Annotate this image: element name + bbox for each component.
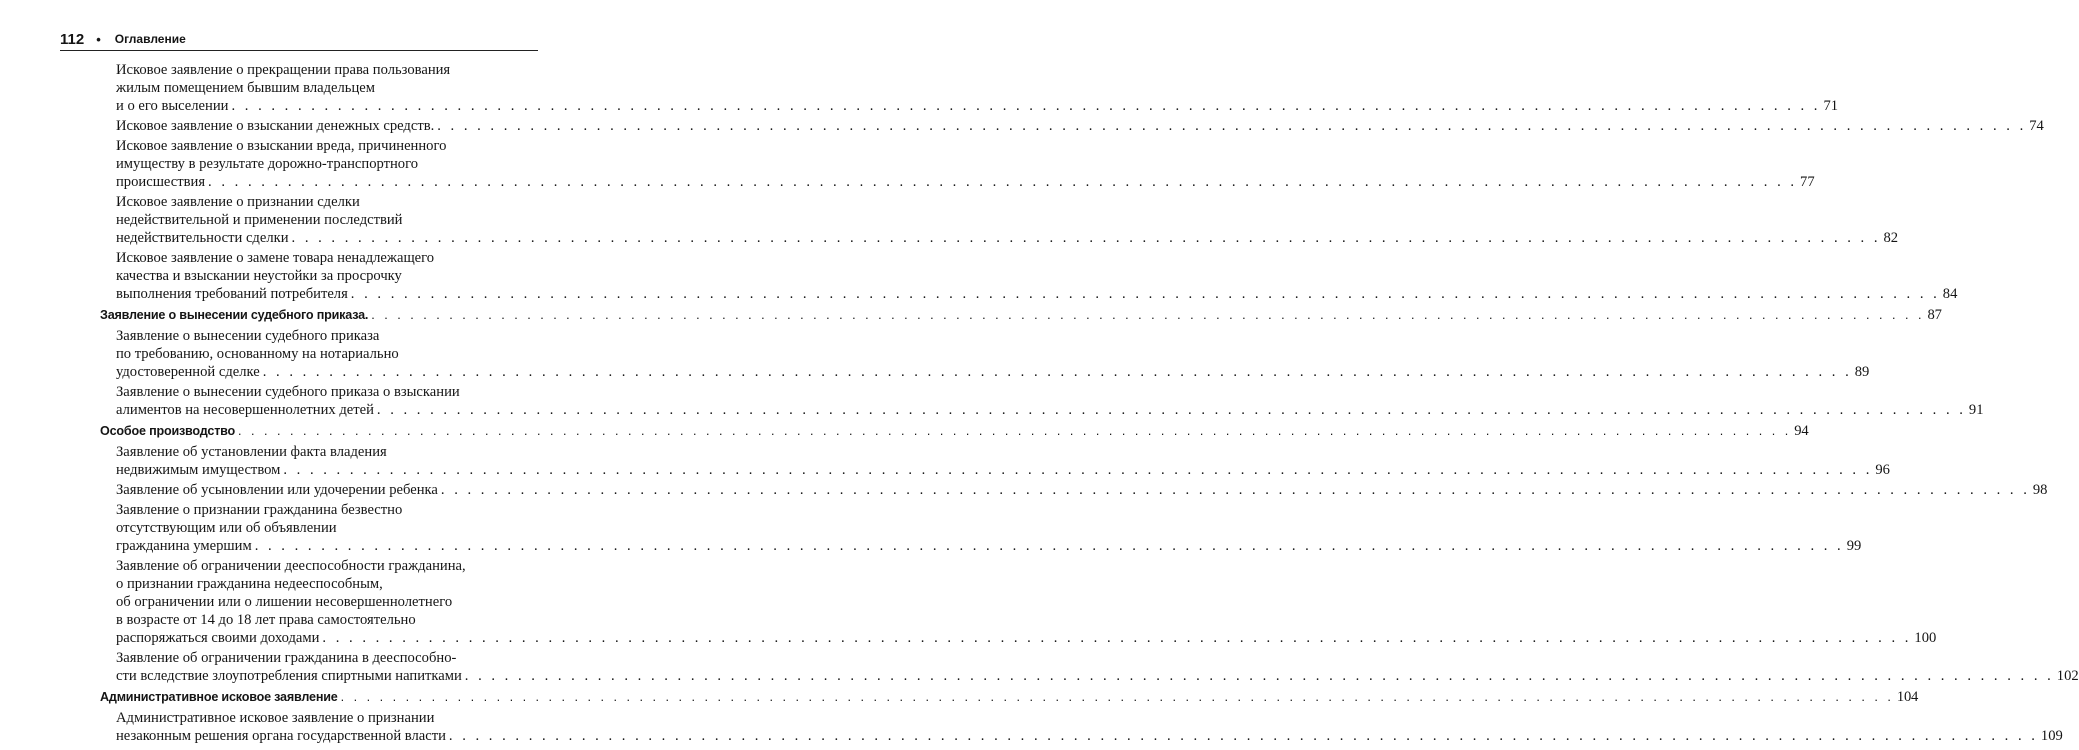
dot-leader: . . . . . . . . . . . . . . . . . . . . . . . . . . . . . . . . . . . . . . . . . . . . . . . . . . . . . . . . . . . . . . . . . . . . . . . . . . . . . . . . . . . . . . . . . . . . . . . . . . . . . . . . . . . . . . . . . . . . . . . . bbox=[254, 538, 1844, 554]
toc-page-number: 104 bbox=[1896, 689, 1919, 705]
toc-entry-line: Исковое заявление о замене товара ненадлежащего bbox=[116, 250, 435, 266]
toc-entry-line: Исковое заявление о взыскании вреда, причиненного bbox=[116, 138, 447, 154]
dot-leader: . . . . . . . . . . . . . . . . . . . . . . . . . . . . . . . . . . . . . . . . . . . . . . . . . . . . . . . . . . . . . . . . . . . . . . . . . . . . . . . . . . . . . . . . . . . . . . . . . . . . . . . . . . . . . . . . . . . . . . . . bbox=[464, 668, 2054, 684]
toc-entry-line: сти вследствие злоупотребления спиртными напитками bbox=[116, 668, 462, 684]
toc-page-number: 77 bbox=[1800, 174, 1815, 190]
toc-page-number: 74 bbox=[2029, 118, 2044, 134]
toc-entry-line: Заявление об установлении факта владения bbox=[116, 444, 387, 460]
dot-leader: . . . . . . . . . . . . . . . . . . . . . . . . . . . . . . . . . . . . . . . . . . . . . . . . . . . . . . . . . . . . . . . . . . . . . . . . . . . . . . . . . . . . . . . . . . . . . . . . . . . . . . . . . . . . . . . . . . . . . . . . bbox=[340, 690, 1894, 704]
toc-section[interactable] bbox=[100, 687, 1919, 707]
dot-leader: . . . . . . . . . . . . . . . . . . . . . . . . . . . . . . . . . . . . . . . . . . . . . . . . . . . . . . . . . . . . . . . . . . . . . . . . . . . . . . . . . . . . . . . . . . . . . . . . . . . . . . . . . . . . . . . . . . . . . . . . bbox=[322, 630, 1912, 646]
toc-entry[interactable] bbox=[116, 443, 1890, 479]
toc-entry-line: недвижимым имуществом bbox=[116, 462, 281, 478]
toc-entry-line: и о его выселении bbox=[116, 98, 229, 114]
toc-entry[interactable] bbox=[116, 61, 1839, 115]
toc-entry-line: распоряжаться своими доходами bbox=[116, 630, 320, 646]
toc-entry-last-line bbox=[116, 117, 2044, 135]
toc-entry-last-line bbox=[116, 285, 1958, 303]
toc-entry[interactable] bbox=[116, 193, 1899, 247]
toc-page-number: 98 bbox=[2032, 482, 2048, 498]
toc-entry-line: Заявление о вынесении судебного приказа bbox=[116, 328, 380, 344]
toc-entry-last-line bbox=[100, 306, 1942, 324]
toc-entry-line: недействительности сделки bbox=[116, 230, 289, 246]
toc-page-number: 91 bbox=[1968, 402, 1984, 418]
header-bullet: • bbox=[96, 31, 101, 47]
dot-leader: . . . . . . . . . . . . . . . . . . . . . . . . . . . . . . . . . . . . . . . . . . . . . . . . . . . . . . . . . . . . . . . . . . . . . . . . . . . . . . . . . . . . . . . . . . . . . . . . . . . . . . . . . . . . . . . . . . . . . . . . bbox=[291, 230, 1881, 246]
toc-page-number: 109 bbox=[2040, 728, 2063, 744]
toc-entry-last-line bbox=[116, 727, 2063, 745]
toc-entry-last-line bbox=[116, 363, 1870, 381]
toc-page-number: 102 bbox=[2056, 668, 2079, 684]
dot-leader: . . . . . . . . . . . . . . . . . . . . . . . . . . . . . . . . . . . . . . . . . . . . . . . . . . . . . . . . . . . . . . . . . . . . . . . . . . . . . . . . . . . . . . . . . . . . . . . . . . . . . . . . . . . . . . . . . . . . . . . . bbox=[437, 118, 2027, 134]
toc-entry[interactable] bbox=[116, 137, 1815, 191]
toc-entry-line: Заявление о вынесении судебного приказа. bbox=[100, 308, 369, 322]
toc-entry-last-line bbox=[116, 97, 1839, 115]
dot-leader: . . . . . . . . . . . . . . . . . . . . . . . . . . . . . . . . . . . . . . . . . . . . . . . . . . . . . . . . . . . . . . . . . . . . . . . . . . . . . . . . . . . . . . . . . . . . . . . . . . . . . . . . . . . . . . . . . . . . . . . . bbox=[283, 462, 1873, 478]
toc-page-number: 82 bbox=[1883, 230, 1899, 246]
toc-page-number: 87 bbox=[1927, 307, 1942, 323]
toc-entry-line: Административное исковое заявление bbox=[100, 690, 338, 704]
toc-page-number: 71 bbox=[1823, 98, 1839, 114]
toc-entry-last-line bbox=[116, 173, 1815, 191]
toc-entry-line: недействительной и применении последствий bbox=[116, 212, 403, 228]
table-of-contents bbox=[100, 61, 2079, 747]
toc-entry-last-line bbox=[100, 422, 1809, 440]
dot-leader: . . . . . . . . . . . . . . . . . . . . . . . . . . . . . . . . . . . . . . . . . . . . . . . . . . . . . . . . . . . . . . . . . . . . . . . . . . . . . . . . . . . . . . . . . . . . . . . . . . . . . . . . . . . . . . . . . . . . . . . . bbox=[262, 364, 1852, 380]
toc-entry-line: Исковое заявление о прекращении права пользования bbox=[116, 62, 451, 78]
toc-entry-last-line bbox=[116, 481, 2048, 499]
dot-leader: . . . . . . . . . . . . . . . . . . . . . . . . . . . . . . . . . . . . . . . . . . . . . . . . . . . . . . . . . . . . . . . . . . . . . . . . . . . . . . . . . . . . . . . . . . . . . . . . . . . . . . . . . . . . . . . . . . . . . . . . bbox=[440, 482, 2030, 498]
toc-page-number: 100 bbox=[1914, 630, 1937, 646]
toc-entry[interactable] bbox=[116, 249, 1958, 303]
toc-entry-line: Исковое заявление о взыскании денежных средств. bbox=[116, 118, 435, 134]
header-title: Оглавление bbox=[114, 32, 186, 46]
toc-entry-last-line bbox=[116, 229, 1899, 247]
toc-entry-line: Заявление об усыновлении или удочерении ребенка bbox=[116, 482, 438, 498]
toc-entry-last-line bbox=[116, 537, 1862, 555]
toc-entry-last-line bbox=[116, 401, 1984, 419]
toc-entry-line: Заявление о признании гражданина безвестно bbox=[116, 502, 403, 518]
toc-entry-line: алиментов на несовершеннолетних детей bbox=[116, 402, 374, 418]
toc-entry-last-line bbox=[100, 688, 1919, 706]
toc-page-number: 96 bbox=[1875, 462, 1890, 478]
dot-leader: . . . . . . . . . . . . . . . . . . . . . . . . . . . . . . . . . . . . . . . . . . . . . . . . . . . . . . . . . . . . . . . . . . . . . . . . . . . . . . . . . . . . . . . . . . . . . . . . . . . . . . . . . . . . . . . . . . . . . . . . bbox=[376, 402, 1966, 418]
toc-entry-last-line bbox=[116, 461, 1890, 479]
toc-entry-line: удостоверенной сделке bbox=[116, 364, 260, 380]
toc-entry-line: жилым помещением бывшим владельцем bbox=[116, 80, 375, 96]
toc-entry-line: выполнения требований потребителя bbox=[116, 286, 348, 302]
toc-entry-line: по требованию, основанному на нотариально bbox=[116, 346, 399, 362]
toc-entry-line: имуществу в результате дорожно-транспортного bbox=[116, 156, 418, 172]
toc-entry-line: Заявление об ограничении гражданина в дееспособно- bbox=[116, 650, 457, 666]
dot-leader: . . . . . . . . . . . . . . . . . . . . . . . . . . . . . . . . . . . . . . . . . . . . . . . . . . . . . . . . . . . . . . . . . . . . . . . . . . . . . . . . . . . . . . . . . . . . . . . . . . . . . . . . . . . . . . . . . . . . . . . . bbox=[231, 98, 1821, 114]
toc-entry-line: Заявление об ограничении дееспособности гражданина, bbox=[116, 558, 466, 574]
header-rule bbox=[60, 50, 538, 51]
toc-entry[interactable] bbox=[116, 557, 1937, 647]
toc-entry-line: качества и взыскании неустойки за просрочку bbox=[116, 268, 402, 284]
toc-entry-last-line bbox=[116, 629, 1937, 647]
toc-page-number: 94 bbox=[1794, 423, 1809, 439]
page-number: 112 bbox=[60, 30, 85, 48]
dot-leader: . . . . . . . . . . . . . . . . . . . . . . . . . . . . . . . . . . . . . . . . . . . . . . . . . . . . . . . . . . . . . . . . . . . . . . . . . . . . . . . . . . . . . . . . . . . . . . . . . . . . . . . . . . . . . . . . . . . . . . . . bbox=[208, 174, 1798, 190]
toc-entry-line: о признании гражданина недееспособным, bbox=[116, 576, 383, 592]
dot-leader: . . . . . . . . . . . . . . . . . . . . . . . . . . . . . . . . . . . . . . . . . . . . . . . . . . . . . . . . . . . . . . . . . . . . . . . . . . . . . . . . . . . . . . . . . . . . . . . . . . . . . . . . . . . . . . . . . . . . . . . . bbox=[448, 728, 2038, 744]
toc-entry-line: отсутствующим или об объявлении bbox=[116, 520, 337, 536]
toc-entry-line: Исковое заявление о признании сделки bbox=[116, 194, 360, 210]
toc-section[interactable] bbox=[100, 305, 1942, 325]
toc-page-number: 99 bbox=[1846, 538, 1862, 554]
running-header bbox=[60, 28, 530, 50]
toc-page-number: 84 bbox=[1942, 286, 1958, 302]
toc-section[interactable] bbox=[100, 421, 1809, 441]
toc-entry-line: незаконным решения органа государственной власти bbox=[116, 728, 446, 744]
toc-entry[interactable] bbox=[116, 481, 2048, 499]
toc-entry-line: происшествия bbox=[116, 174, 206, 190]
toc-entry-line: Особое производство bbox=[100, 424, 236, 438]
dot-leader: . . . . . . . . . . . . . . . . . . . . . . . . . . . . . . . . . . . . . . . . . . . . . . . . . . . . . . . . . . . . . . . . . . . . . . . . . . . . . . . . . . . . . . . . . . . . . . . . . . . . . . . . . . . . . . . . . . . . . . . . bbox=[350, 286, 1940, 302]
toc-entry[interactable] bbox=[116, 649, 2079, 685]
toc-entry[interactable] bbox=[116, 117, 2044, 135]
toc-entry[interactable] bbox=[116, 501, 1862, 555]
toc-entry-last-line bbox=[116, 667, 2079, 685]
toc-entry-line: гражданина умершим bbox=[116, 538, 252, 554]
dot-leader: . . . . . . . . . . . . . . . . . . . . . . . . . . . . . . . . . . . . . . . . . . . . . . . . . . . . . . . . . . . . . . . . . . . . . . . . . . . . . . . . . . . . . . . . . . . . . . . . . . . . . . . . . . . . . . . . . . . . . . . . bbox=[371, 308, 1925, 322]
toc-entry[interactable] bbox=[116, 327, 1870, 381]
toc-entry[interactable] bbox=[116, 709, 2063, 745]
toc-entry-line: Административное исковое заявление о признании bbox=[116, 710, 435, 726]
toc-entry-line: Заявление о вынесении судебного приказа о взыскании bbox=[116, 384, 460, 400]
toc-page-number: 89 bbox=[1854, 364, 1870, 380]
toc-entry-line: об ограничении или о лишении несовершеннолетнего bbox=[116, 594, 453, 610]
dot-leader: . . . . . . . . . . . . . . . . . . . . . . . . . . . . . . . . . . . . . . . . . . . . . . . . . . . . . . . . . . . . . . . . . . . . . . . . . . . . . . . . . . . . . . . . . . . . . . . . . . . . . . . . . . . . . . . . . . . . . . . . bbox=[238, 424, 1792, 438]
toc-entry-line: в возрасте от 14 до 18 лет права самостоятельно bbox=[116, 612, 416, 628]
toc-entry[interactable] bbox=[116, 383, 1984, 419]
